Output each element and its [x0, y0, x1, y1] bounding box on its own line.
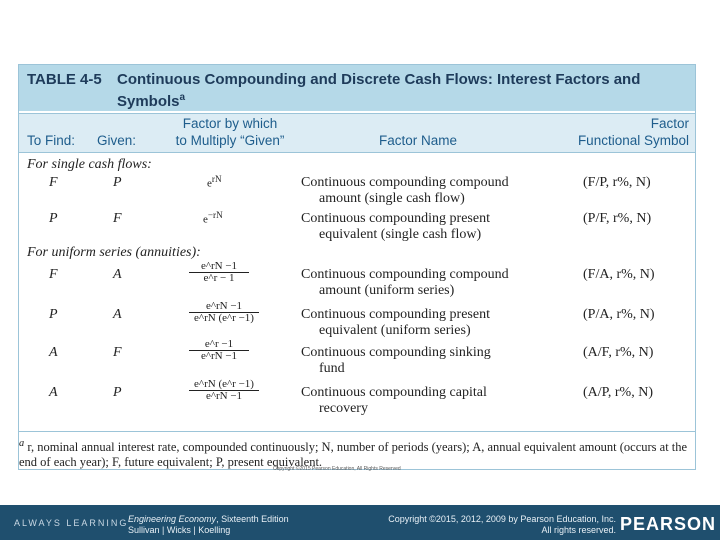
- table-frame: [18, 64, 696, 470]
- row5-factor: [189, 339, 249, 362]
- row6-factor-numerator: e^rN (e^r −1): [189, 379, 259, 391]
- row6-given: P: [113, 385, 122, 400]
- table-title: Continuous Compounding and Discrete Cash Flows: Interest Factors and Symbols$^a$: [117, 71, 641, 110]
- row4-name-line2: equivalent (uniform series): [319, 323, 471, 338]
- row1-given: P: [113, 175, 122, 190]
- row6-factor: [189, 379, 259, 402]
- book-authors: Sullivan | Wicks | Koelling: [128, 525, 231, 535]
- row4-factor: [189, 301, 259, 324]
- row3-symbol: (F/A, r%, N): [583, 267, 655, 282]
- row3-factor: [189, 261, 249, 284]
- row5-find: A: [49, 345, 58, 360]
- book-edition: , Sixteenth Edition: [216, 514, 289, 524]
- row1-find: F: [49, 175, 58, 190]
- row6-symbol: (A/P, r%, N): [583, 385, 653, 400]
- row1-name-line2: amount (single cash flow): [319, 191, 465, 206]
- row1-name-line1: Continuous compounding compound: [301, 175, 509, 190]
- row5-name-line2: fund: [319, 361, 345, 376]
- table-number: TABLE 4-5: [27, 71, 102, 88]
- row4-factor-denominator: e^rN (e^r −1): [194, 312, 254, 324]
- book-citation: [128, 514, 289, 536]
- book-title: Engineering Economy: [128, 514, 217, 524]
- row4-symbol: (P/A, r%, N): [583, 307, 655, 322]
- section-single-cash-flows: For single cash flows:: [27, 157, 152, 172]
- row1-symbol: (F/P, r%, N): [583, 175, 651, 190]
- row3-given: A: [113, 267, 122, 282]
- row3-name-line2: amount (uniform series): [319, 283, 455, 298]
- row2-find: P: [49, 211, 58, 226]
- header-factor-line2: to Multiply “Given”: [175, 133, 285, 148]
- table-title-band: [19, 65, 695, 111]
- row5-factor-denominator: e^rN −1: [200, 350, 238, 362]
- row6-name-line1: Continuous compounding capital: [301, 385, 487, 400]
- header-given: Given:: [97, 133, 137, 148]
- footer-copyright: Copyright ©2015, 2012, 2009 by Pearson Education, Inc. All rights reserved.: [388, 514, 616, 535]
- row6-find: A: [49, 385, 58, 400]
- row3-factor-denominator: e^r − 1: [203, 272, 235, 284]
- row1-factor: $e^{rN}$: [207, 174, 222, 190]
- row5-name-line1: Continuous compounding sinking: [301, 345, 491, 360]
- footer-bar: [0, 505, 720, 540]
- pearson-logo: PEARSON: [620, 514, 717, 534]
- row5-symbol: (A/F, r%, N): [583, 345, 654, 360]
- small-copyright-note: Copyright ©2015 Pearson Education, All Rights Reserved: [273, 466, 401, 472]
- row5-factor-numerator: e^r −1: [189, 339, 249, 351]
- row6-name-line2: recovery: [319, 401, 368, 416]
- header-symbol-line2: Functional Symbol: [577, 133, 689, 148]
- section-uniform-series: For uniform series (annuities):: [27, 245, 201, 260]
- row3-name-line1: Continuous compounding compound: [301, 267, 509, 282]
- always-learning-label: ALWAYS LEARNING: [14, 518, 129, 528]
- row5-given: F: [113, 345, 122, 360]
- row2-name-line1: Continuous compounding present: [301, 211, 490, 226]
- row4-given: A: [113, 307, 122, 322]
- row3-factor-numerator: e^rN −1: [189, 261, 249, 273]
- row2-given: F: [113, 211, 122, 226]
- header-to-find: To Find:: [27, 133, 76, 148]
- table-footnote: $^a$ r, nominal annual interest rate, compounded continuously; N, number of periods (years); A, annual equivalent amount (occurs at the end of each year); F, future equivalent; P, present equivalent.: [19, 431, 695, 470]
- row6-factor-denominator: e^rN −1: [205, 390, 243, 402]
- row4-name-line1: Continuous compounding present: [301, 307, 490, 322]
- header-factor-line1: Factor by which: [182, 116, 278, 131]
- row2-factor: $e^{-rN}$: [203, 210, 223, 226]
- row4-find: P: [49, 307, 58, 322]
- row2-name-line2: equivalent (single cash flow): [319, 227, 482, 242]
- header-factor-name: Factor Name: [379, 133, 458, 148]
- table-header-row: [19, 113, 695, 153]
- row4-factor-numerator: e^rN −1: [189, 301, 259, 313]
- row2-symbol: (P/F, r%, N): [583, 211, 652, 226]
- header-symbol-line1: Factor: [650, 116, 689, 131]
- row3-find: F: [49, 267, 58, 282]
